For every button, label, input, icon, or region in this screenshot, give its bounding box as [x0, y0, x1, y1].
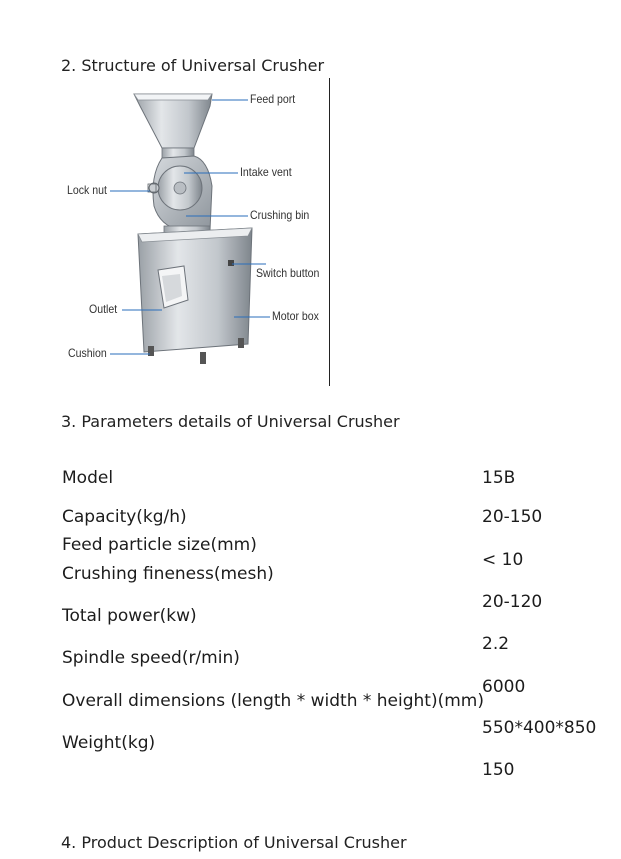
param-label-feed-particle-size: Feed particle size(mm) [62, 535, 257, 555]
callout-feed-port: Feed port [250, 92, 296, 106]
param-value-crushing-fineness: 20-120 [482, 592, 543, 612]
param-label-model: Model [62, 468, 114, 488]
param-value-weight: 150 [482, 760, 515, 780]
param-label-capacity: Capacity(kg/h) [62, 507, 187, 527]
callout-lock-nut: Lock nut [67, 183, 107, 197]
param-value-overall-dimensions: 550*400*850 [482, 718, 597, 738]
param-label-total-power: Total power(kw) [62, 606, 197, 626]
param-label-spindle-speed: Spindle speed(r/min) [62, 648, 240, 668]
param-label-weight: Weight(kg) [62, 733, 156, 753]
callout-switch-button: Switch button [256, 266, 320, 280]
section-heading-description: 4. Product Description of Universal Crusher [61, 833, 407, 852]
param-value-model: 15B [482, 468, 516, 488]
callout-crushing-bin: Crushing bin [250, 208, 310, 222]
callout-motor-box: Motor box [272, 309, 319, 323]
param-value-capacity: 20-150 [482, 507, 543, 527]
section-heading-structure: 2. Structure of Universal Crusher [61, 56, 325, 75]
param-value-feed-particle-size: < 10 [482, 550, 524, 570]
callout-intake-vent: Intake vent [240, 165, 292, 179]
crusher-illustration [62, 76, 332, 388]
param-value-spindle-speed: 6000 [482, 677, 526, 697]
crusher-diagram [62, 76, 332, 388]
section-heading-parameters: 3. Parameters details of Universal Crusher [61, 412, 400, 431]
param-label-crushing-fineness: Crushing fineness(mesh) [62, 564, 274, 584]
param-label-overall-dimensions: Overall dimensions (length * width * height)(mm) [62, 691, 484, 711]
callout-outlet: Outlet [89, 302, 118, 316]
param-value-total-power: 2.2 [482, 634, 510, 654]
callout-cushion: Cushion [68, 346, 107, 360]
divider-line [329, 78, 330, 386]
